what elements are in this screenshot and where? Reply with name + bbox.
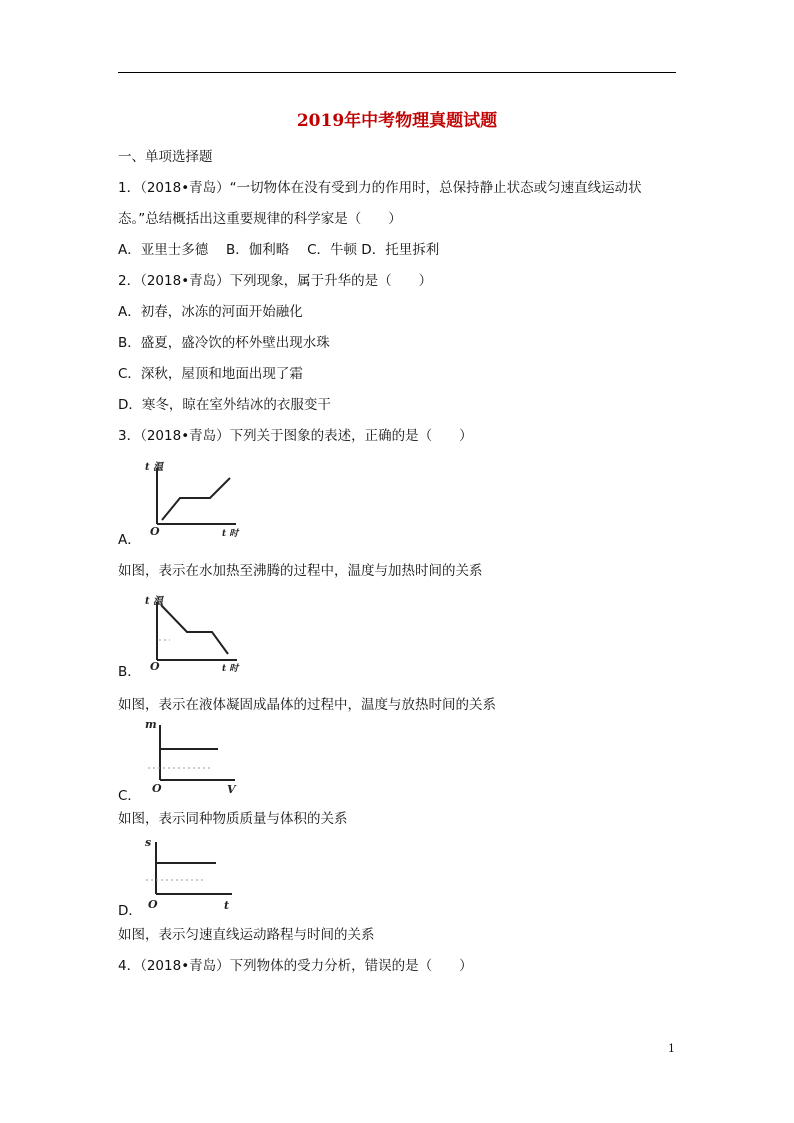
figure-a-origin: O xyxy=(150,525,160,538)
figure-d-x-label: t xyxy=(224,899,230,912)
q1-stem-line1: 1．（2018•青岛）“一切物体在没有受到力的作用时，总保持静止状态或匀速直线运动状 xyxy=(118,180,642,196)
page-title: 2019年中考物理真题试题 xyxy=(296,111,498,131)
figure-a-x-label: t 时 xyxy=(222,529,239,539)
q3-stem: 3．（2018•青岛）下列关于图象的表述，正确的是（ ） xyxy=(118,428,473,444)
section-heading: 一、单项选择题 xyxy=(118,149,213,165)
figure-c-origin: O xyxy=(152,782,162,795)
q2-option-d: D．寒冬，晾在室外结冰的衣服变干 xyxy=(118,397,331,413)
q3-option-a-letter: A． xyxy=(118,532,141,548)
q3-option-b-letter: B． xyxy=(118,664,141,680)
figure-b-x-label: t 时 xyxy=(222,664,239,674)
figure-b-graph xyxy=(140,590,250,674)
figure-a-y-label: t 温 xyxy=(145,462,164,473)
figure-d-origin: O xyxy=(148,898,158,911)
q3-option-d-desc: 如图，表示匀速直线运动路程与时间的关系 xyxy=(118,927,375,943)
q2-stem: 2．（2018•青岛）下列现象，属于升华的是（ ） xyxy=(118,273,433,289)
q3-option-c-letter: C． xyxy=(118,788,141,804)
figure-c-x-label: V xyxy=(227,783,236,796)
q3-option-c-desc: 如图，表示同种物质质量与体积的关系 xyxy=(118,811,348,827)
figure-c-graph xyxy=(140,716,250,796)
q1-stem-line2: 态。”总结概括出这重要规律的科学家是（ ） xyxy=(118,211,402,227)
figure-b-curve xyxy=(161,605,228,654)
q1-options: A．亚里士多德 B．伽利略 C．牛顿 D．托里拆利 xyxy=(118,242,440,258)
page-number: 1 xyxy=(668,1042,675,1055)
figure-b-origin: O xyxy=(150,660,160,673)
q2-option-b: B．盛夏，盛冷饮的杯外壁出现水珠 xyxy=(118,335,330,351)
figure-c-y-label: m xyxy=(145,718,157,731)
figure-a-curve xyxy=(162,478,230,520)
q3-option-a-desc: 如图，表示在水加热至沸腾的过程中，温度与加热时间的关系 xyxy=(118,563,483,579)
q2-option-a: A．初春，冰冻的河面开始融化 xyxy=(118,304,303,320)
q3-option-d-letter: D． xyxy=(118,903,142,919)
q2-option-c: C．深秋，屋顶和地面出现了霜 xyxy=(118,366,303,382)
q3-option-b-desc: 如图，表示在液体凝固成晶体的过程中，温度与放热时间的关系 xyxy=(118,697,496,713)
q4-stem: 4．（2018•青岛）下列物体的受力分析，错误的是（ ） xyxy=(118,958,473,974)
figure-a-graph xyxy=(140,456,250,539)
header-rule xyxy=(118,72,676,73)
figure-b-y-label: t 温 xyxy=(145,596,164,607)
figure-d-y-label: s xyxy=(145,836,152,849)
figure-d-graph xyxy=(140,832,250,912)
